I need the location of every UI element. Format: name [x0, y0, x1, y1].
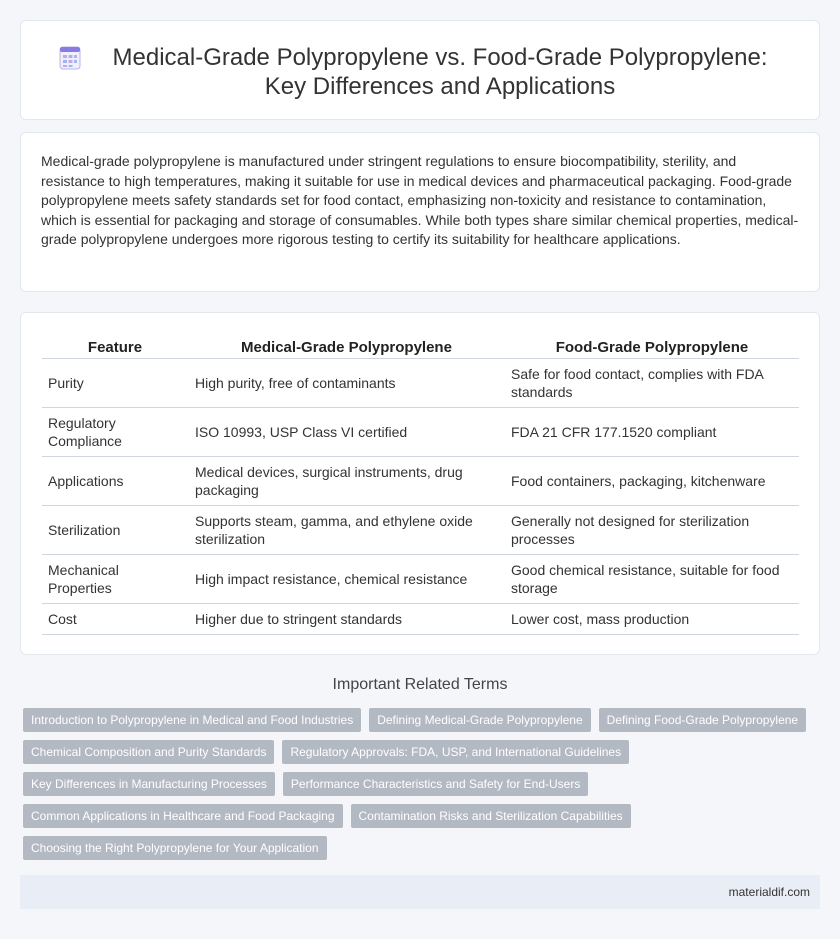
related-term-tag[interactable]: Defining Medical-Grade Polypropylene — [369, 708, 590, 732]
column-header-food: Food-Grade Polypropylene — [505, 333, 799, 358]
cell-feature: Cost — [42, 603, 188, 634]
cell-medical: High impact resistance, chemical resistance — [188, 554, 505, 603]
intro-card — [20, 132, 820, 292]
cell-medical: Higher due to stringent standards — [188, 603, 505, 634]
table-row — [42, 456, 799, 505]
table-header-row — [42, 333, 799, 358]
related-term-tag[interactable]: Regulatory Approvals: FDA, USP, and International Guidelines — [282, 740, 629, 764]
related-term-tag[interactable]: Introduction to Polypropylene in Medical and Food Industries — [23, 708, 361, 732]
intro-paragraph: Medical-grade polypropylene is manufactured under stringent regulations to ensure biocompatibility, sterility, and resistance to high temperatures, making it suitable for use in medical devices and pharmaceutical packaging. Food-grade polypropylene meets safety standards set for food contact, emphasizing non-toxicity and resistance to contamination, which is essential for packaging and storage of consumables. While both types share similar chemical properties, medical-grade polypropylene undergoes more rigorous testing to certify its suitability for healthcare applications. — [41, 153, 799, 248]
related-terms-list — [23, 708, 813, 860]
column-header-feature: Feature — [42, 333, 188, 358]
cell-food: Good chemical resistance, suitable for food storage — [505, 554, 799, 603]
cell-medical: Medical devices, surgical instruments, drug packaging — [188, 456, 505, 505]
cell-feature: Sterilization — [42, 505, 188, 554]
cell-food: Generally not designed for sterilization processes — [505, 505, 799, 554]
related-term-tag[interactable]: Contamination Risks and Sterilization Capabilities — [351, 804, 631, 828]
cell-medical: High purity, free of contaminants — [188, 358, 505, 407]
cell-feature: Purity — [42, 358, 188, 407]
footer-site-name[interactable]: materialdif.com — [728, 885, 810, 899]
comparison-table — [42, 333, 799, 635]
cell-feature: Regulatory Compliance — [42, 407, 188, 456]
column-header-medical: Medical-Grade Polypropylene — [188, 333, 505, 358]
cell-food: Food containers, packaging, kitchenware — [505, 456, 799, 505]
related-terms-heading: Important Related Terms — [332, 676, 508, 693]
cell-food: Safe for food contact, complies with FDA standards — [505, 358, 799, 407]
related-term-tag[interactable]: Chemical Composition and Purity Standards — [23, 740, 274, 764]
cell-medical: Supports steam, gamma, and ethylene oxide sterilization — [188, 505, 505, 554]
table-row — [42, 358, 799, 407]
related-term-tag[interactable]: Key Differences in Manufacturing Processes — [23, 772, 275, 796]
cell-feature: Applications — [42, 456, 188, 505]
related-term-tag[interactable]: Defining Food-Grade Polypropylene — [599, 708, 806, 732]
table-row — [42, 554, 799, 603]
cell-feature: Mechanical Properties — [42, 554, 188, 603]
related-term-tag[interactable]: Performance Characteristics and Safety for End-Users — [283, 772, 588, 796]
table-row — [42, 505, 799, 554]
cell-food: Lower cost, mass production — [505, 603, 799, 634]
related-term-tag[interactable]: Choosing the Right Polypropylene for Your Application — [23, 836, 327, 860]
related-term-tag[interactable]: Common Applications in Healthcare and Food Packaging — [23, 804, 343, 828]
table-row — [42, 407, 799, 456]
cell-food: FDA 21 CFR 177.1520 compliant — [505, 407, 799, 456]
table-row — [42, 603, 799, 634]
comparison-table-card — [20, 312, 820, 655]
cell-medical: ISO 10993, USP Class VI certified — [188, 407, 505, 456]
footer — [20, 875, 820, 909]
title-card — [20, 20, 820, 120]
page-title: Medical-Grade Polypropylene vs. Food-Grade Polypropylene: Key Differences and Applications — [112, 44, 768, 100]
